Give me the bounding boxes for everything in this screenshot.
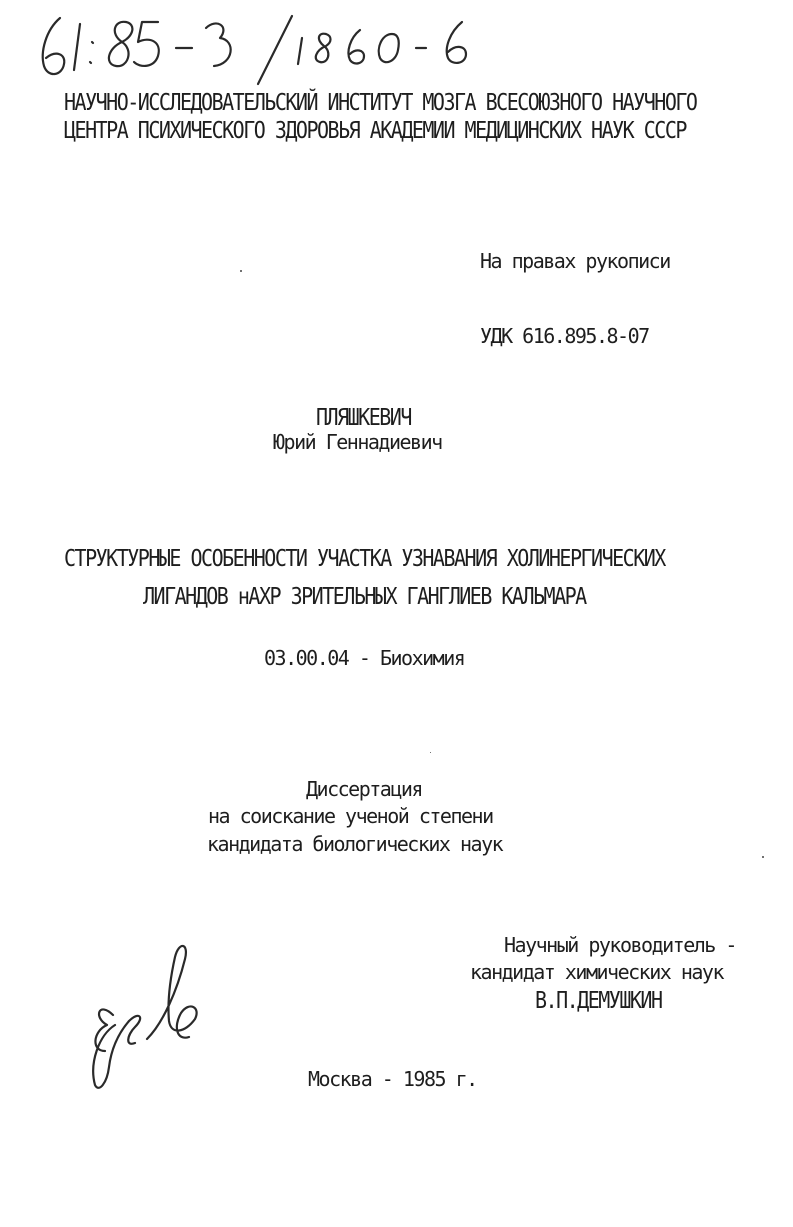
handwritten-signature [85,935,215,1095]
supervisor-line-3: В.П.ДЕМУШКИН [535,986,662,1014]
city-year: Москва - 1985 г. [308,1067,477,1091]
title-line-1: СТРУКТУРНЫЕ ОСОБЕННОСТИ УЧАСТКА УЗНАВАНИЯ ХОЛИНЕРГИЧЕСКИХ [64,544,665,572]
author-given-names: Юрий Геннадиевич [273,430,442,454]
dissertation-line-1: Диссертация [306,777,422,801]
institute-line-2: ЦЕНТРА ПСИХИЧЕСКОГО ЗДОРОВЬЯ АКАДЕМИИ МЕДИЦИНСКИХ НАУК СССР [64,116,686,144]
dissertation-line-3: кандидата биологических наук [207,832,503,856]
udk-code: УДК 616.895.8-07 [480,324,649,348]
specialty-code: 03.00.04 - Биохимия [264,646,465,670]
title-line-2: ЛИГАНДОВ нАХР ЗРИТЕЛЬНЫХ ГАНГЛИЕВ КАЛЬМАРА [143,582,586,610]
scan-speck [240,270,242,272]
author-surname: ПЛЯШКЕВИЧ [316,403,411,431]
supervisor-line-2: кандидат химических наук [470,960,723,984]
supervisor-line-1: Научный руководитель - [504,933,736,957]
dissertation-line-2: на соискание ученой степени [208,804,493,828]
scan-speck [762,856,764,858]
handwritten-archive-number [30,8,490,88]
manuscript-rights: На правах рукописи [480,249,670,273]
scan-speck [430,752,431,753]
institute-line-1: НАУЧНО-ИССЛЕДОВАТЕЛЬСКИЙ ИНСТИТУТ МОЗГА ВСЕСОЮЗНОГО НАУЧНОГО [64,88,697,116]
